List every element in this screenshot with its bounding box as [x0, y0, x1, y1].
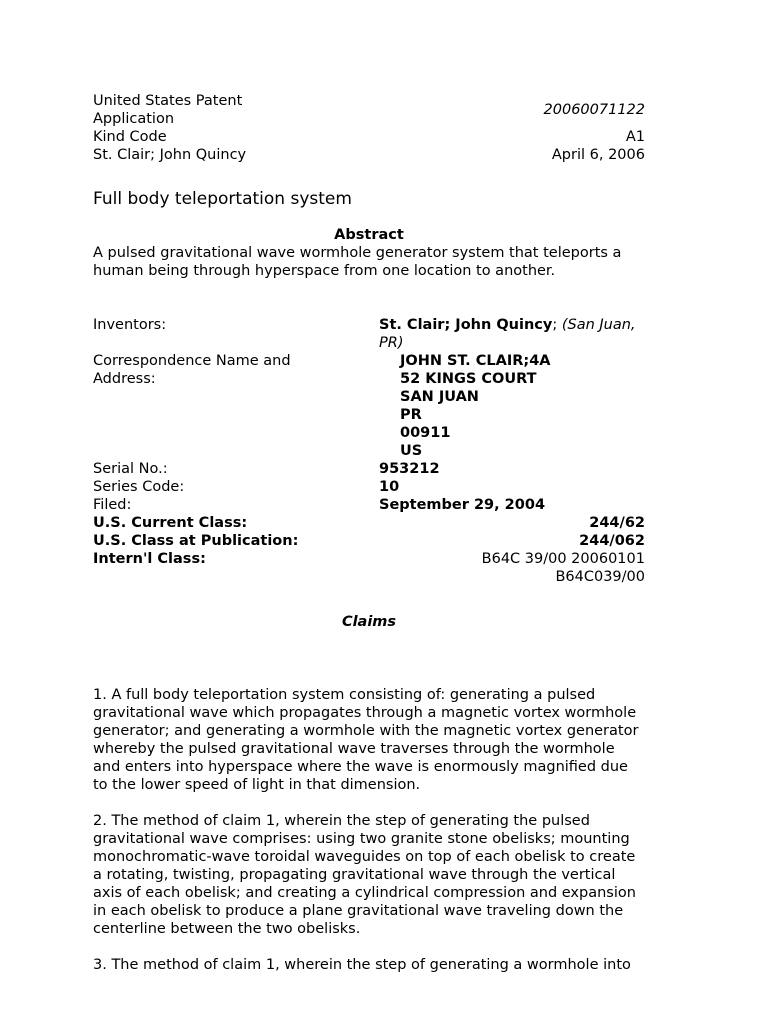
us-current-class-row	[93, 514, 645, 532]
inventors-row	[93, 316, 645, 352]
header-row-1	[93, 92, 645, 128]
address-line: US	[400, 443, 423, 459]
series-value: 10	[379, 479, 400, 495]
serial-label: Serial No.:	[93, 461, 168, 477]
patent-title: Full body teleportation system	[93, 189, 352, 209]
us-class-pub-row	[93, 532, 645, 550]
claims-heading: Claims	[341, 614, 397, 630]
claim-item: 3. The method of claim 1, wherein the step of generating a wormhole into	[93, 957, 631, 973]
us-current-class-label: U.S. Current Class:	[93, 515, 248, 531]
correspondence-address	[379, 352, 645, 460]
publication-date: April 6, 2006	[551, 147, 645, 163]
intl-class-value-2: B64C039/00	[555, 569, 645, 585]
intl-class-value	[379, 550, 645, 586]
series-row	[93, 478, 645, 496]
inventor-location: (San Juan, PR)	[379, 317, 636, 351]
series-label: Series Code:	[93, 479, 185, 495]
us-class-pub-label: U.S. Class at Publication:	[93, 533, 299, 549]
intl-class-value-1: B64C 39/00 20060101	[481, 551, 645, 567]
kind-code-value: A1	[625, 129, 645, 145]
document-type: United States Patent Application	[93, 93, 243, 127]
address-line: 00911	[400, 425, 451, 441]
address-line: PR	[400, 407, 422, 423]
serial-value: 953212	[379, 461, 440, 477]
us-class-pub-value: 244/062	[579, 533, 645, 549]
claim-item: 1. A full body teleportation system consisting of: generating a pulsed gravitational wave which propagates through a magnetic vortex wormhole generator; and generating a wormhole with the magnetic vortex generator whereby the pulsed gravitational wave traverses through the wormhole and enters into hyperspace where the wave is enormously magnified due to the lower speed of light in that dimension.	[93, 687, 639, 793]
header-row-3	[93, 146, 645, 164]
serial-row	[93, 460, 645, 478]
abstract-text: A pulsed gravitational wave wormhole generator system that teleports a human being through hyperspace from one location to another.	[93, 245, 622, 279]
intl-class-label: Intern'l Class:	[93, 551, 206, 567]
intl-class-row	[93, 550, 645, 586]
filed-label: Filed:	[93, 497, 132, 513]
address-line: 52 KINGS COURT	[400, 371, 537, 387]
claims-list	[93, 686, 645, 974]
patent-document	[93, 92, 645, 992]
header-row-2	[93, 128, 645, 146]
publication-number: 20060071122	[543, 102, 645, 118]
kind-code-label: Kind Code	[93, 129, 167, 145]
claim-item: 2. The method of claim 1, wherein the step of generating the pulsed gravitational wave comprises: using two granite stone obelisks; mounting monochromatic-wave toroidal waveguides on top of each obelisk to create a rotating, twisting, propagating gravitational wave through the vertical axis of each obelisk; and creating a cylindrical compression and expansion in each obelisk to produce a plane gravitational wave traveling down the centerline between the two obelisks.	[93, 813, 636, 937]
address-line: JOHN ST. CLAIR;4A	[400, 353, 551, 369]
patent-info	[93, 316, 645, 586]
abstract-heading: Abstract	[334, 227, 404, 243]
address-line: SAN JUAN	[400, 389, 479, 405]
correspondence-label: Correspondence Name and Address:	[93, 353, 291, 387]
inventor-short: St. Clair; John Quincy	[93, 147, 247, 163]
inventors-value: St. Clair; John Quincy; (San Juan, PR)	[379, 317, 636, 351]
filed-value: September 29, 2004	[379, 497, 546, 513]
us-current-class-value: 244/62	[589, 515, 645, 531]
filed-row	[93, 496, 645, 514]
inventor-name: St. Clair; John Quincy	[379, 317, 553, 333]
correspondence-row	[93, 352, 645, 460]
inventors-label: Inventors:	[93, 317, 167, 333]
